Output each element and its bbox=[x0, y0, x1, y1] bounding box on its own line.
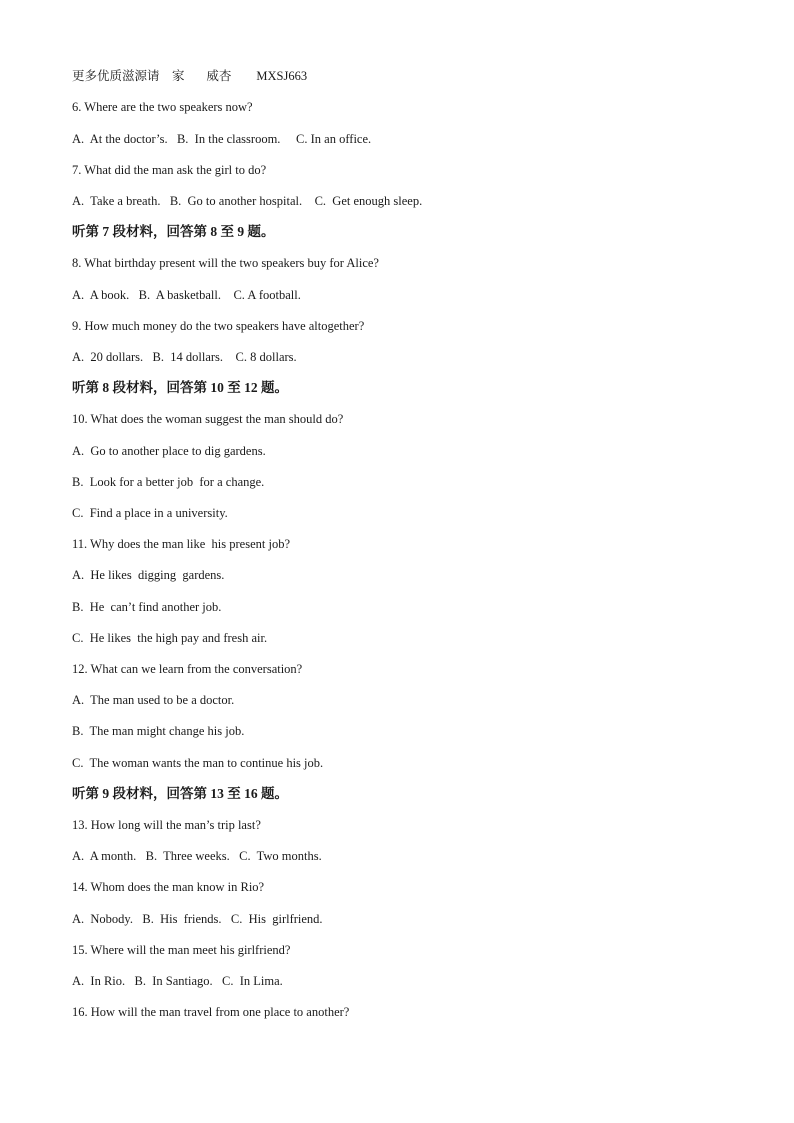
question-14: 14. Whom does the man know in Rio? bbox=[72, 880, 265, 894]
option-11-a: A. He likes digging gardens. bbox=[72, 568, 225, 582]
section-heading-9: 听第 9 段材料，回答第 13 至 16 题。 bbox=[72, 786, 288, 801]
question-15: 15. Where will the man meet his girlfriend? bbox=[72, 943, 291, 957]
options-13: A. A month. B. Three weeks. C. Two months. bbox=[72, 849, 322, 863]
question-8: 8. What birthday present will the two speakers buy for Alice? bbox=[72, 256, 379, 270]
question-9: 9. How much money do the two speakers have altogether? bbox=[72, 319, 365, 333]
question-7: 7. What did the man ask the girl to do? bbox=[72, 163, 267, 177]
question-12: 12. What can we learn from the conversation? bbox=[72, 662, 303, 676]
question-13: 13. How long will the man’s trip last? bbox=[72, 818, 261, 832]
question-11: 11. Why does the man like his present job? bbox=[72, 537, 291, 551]
section-heading-8: 听第 8 段材料，回答第 10 至 12 题。 bbox=[72, 380, 288, 395]
options-6: A. At the doctor’s. B. In the classroom. C. In an office. bbox=[72, 132, 372, 146]
option-10-b: B. Look for a better job for a change. bbox=[72, 475, 265, 489]
section-heading-7: 听第 7 段材料，回答第 8 至 9 题。 bbox=[72, 224, 275, 239]
option-10-a: A. Go to another place to dig gardens. bbox=[72, 444, 266, 458]
question-16: 16. How will the man travel from one place to another? bbox=[72, 1005, 350, 1019]
options-15: A. In Rio. B. In Santiago. C. In Lima. bbox=[72, 974, 283, 988]
options-14: A. Nobody. B. His friends. C. His girlfriend. bbox=[72, 912, 323, 926]
question-10: 10. What does the woman suggest the man should do? bbox=[72, 412, 344, 426]
option-10-c: C. Find a place in a university. bbox=[72, 506, 228, 520]
options-8: A. A book. B. A basketball. C. A football. bbox=[72, 288, 301, 302]
question-6: 6. Where are the two speakers now? bbox=[72, 100, 253, 114]
options-7: A. Take a breath. B. Go to another hospital. C. Get enough sleep. bbox=[72, 194, 423, 208]
option-11-b: B. He can’t find another job. bbox=[72, 600, 222, 614]
options-9: A. 20 dollars. B. 14 dollars. C. 8 dollars. bbox=[72, 350, 297, 364]
header-watermark-text: 更多优质滋源请 家 威杏 MXSJ663 bbox=[72, 69, 308, 83]
option-12-a: A. The man used to be a doctor. bbox=[72, 693, 235, 707]
option-11-c: C. He likes the high pay and fresh air. bbox=[72, 631, 268, 645]
option-12-b: B. The man might change his job. bbox=[72, 724, 245, 738]
option-12-c: C. The woman wants the man to continue his job. bbox=[72, 756, 324, 770]
